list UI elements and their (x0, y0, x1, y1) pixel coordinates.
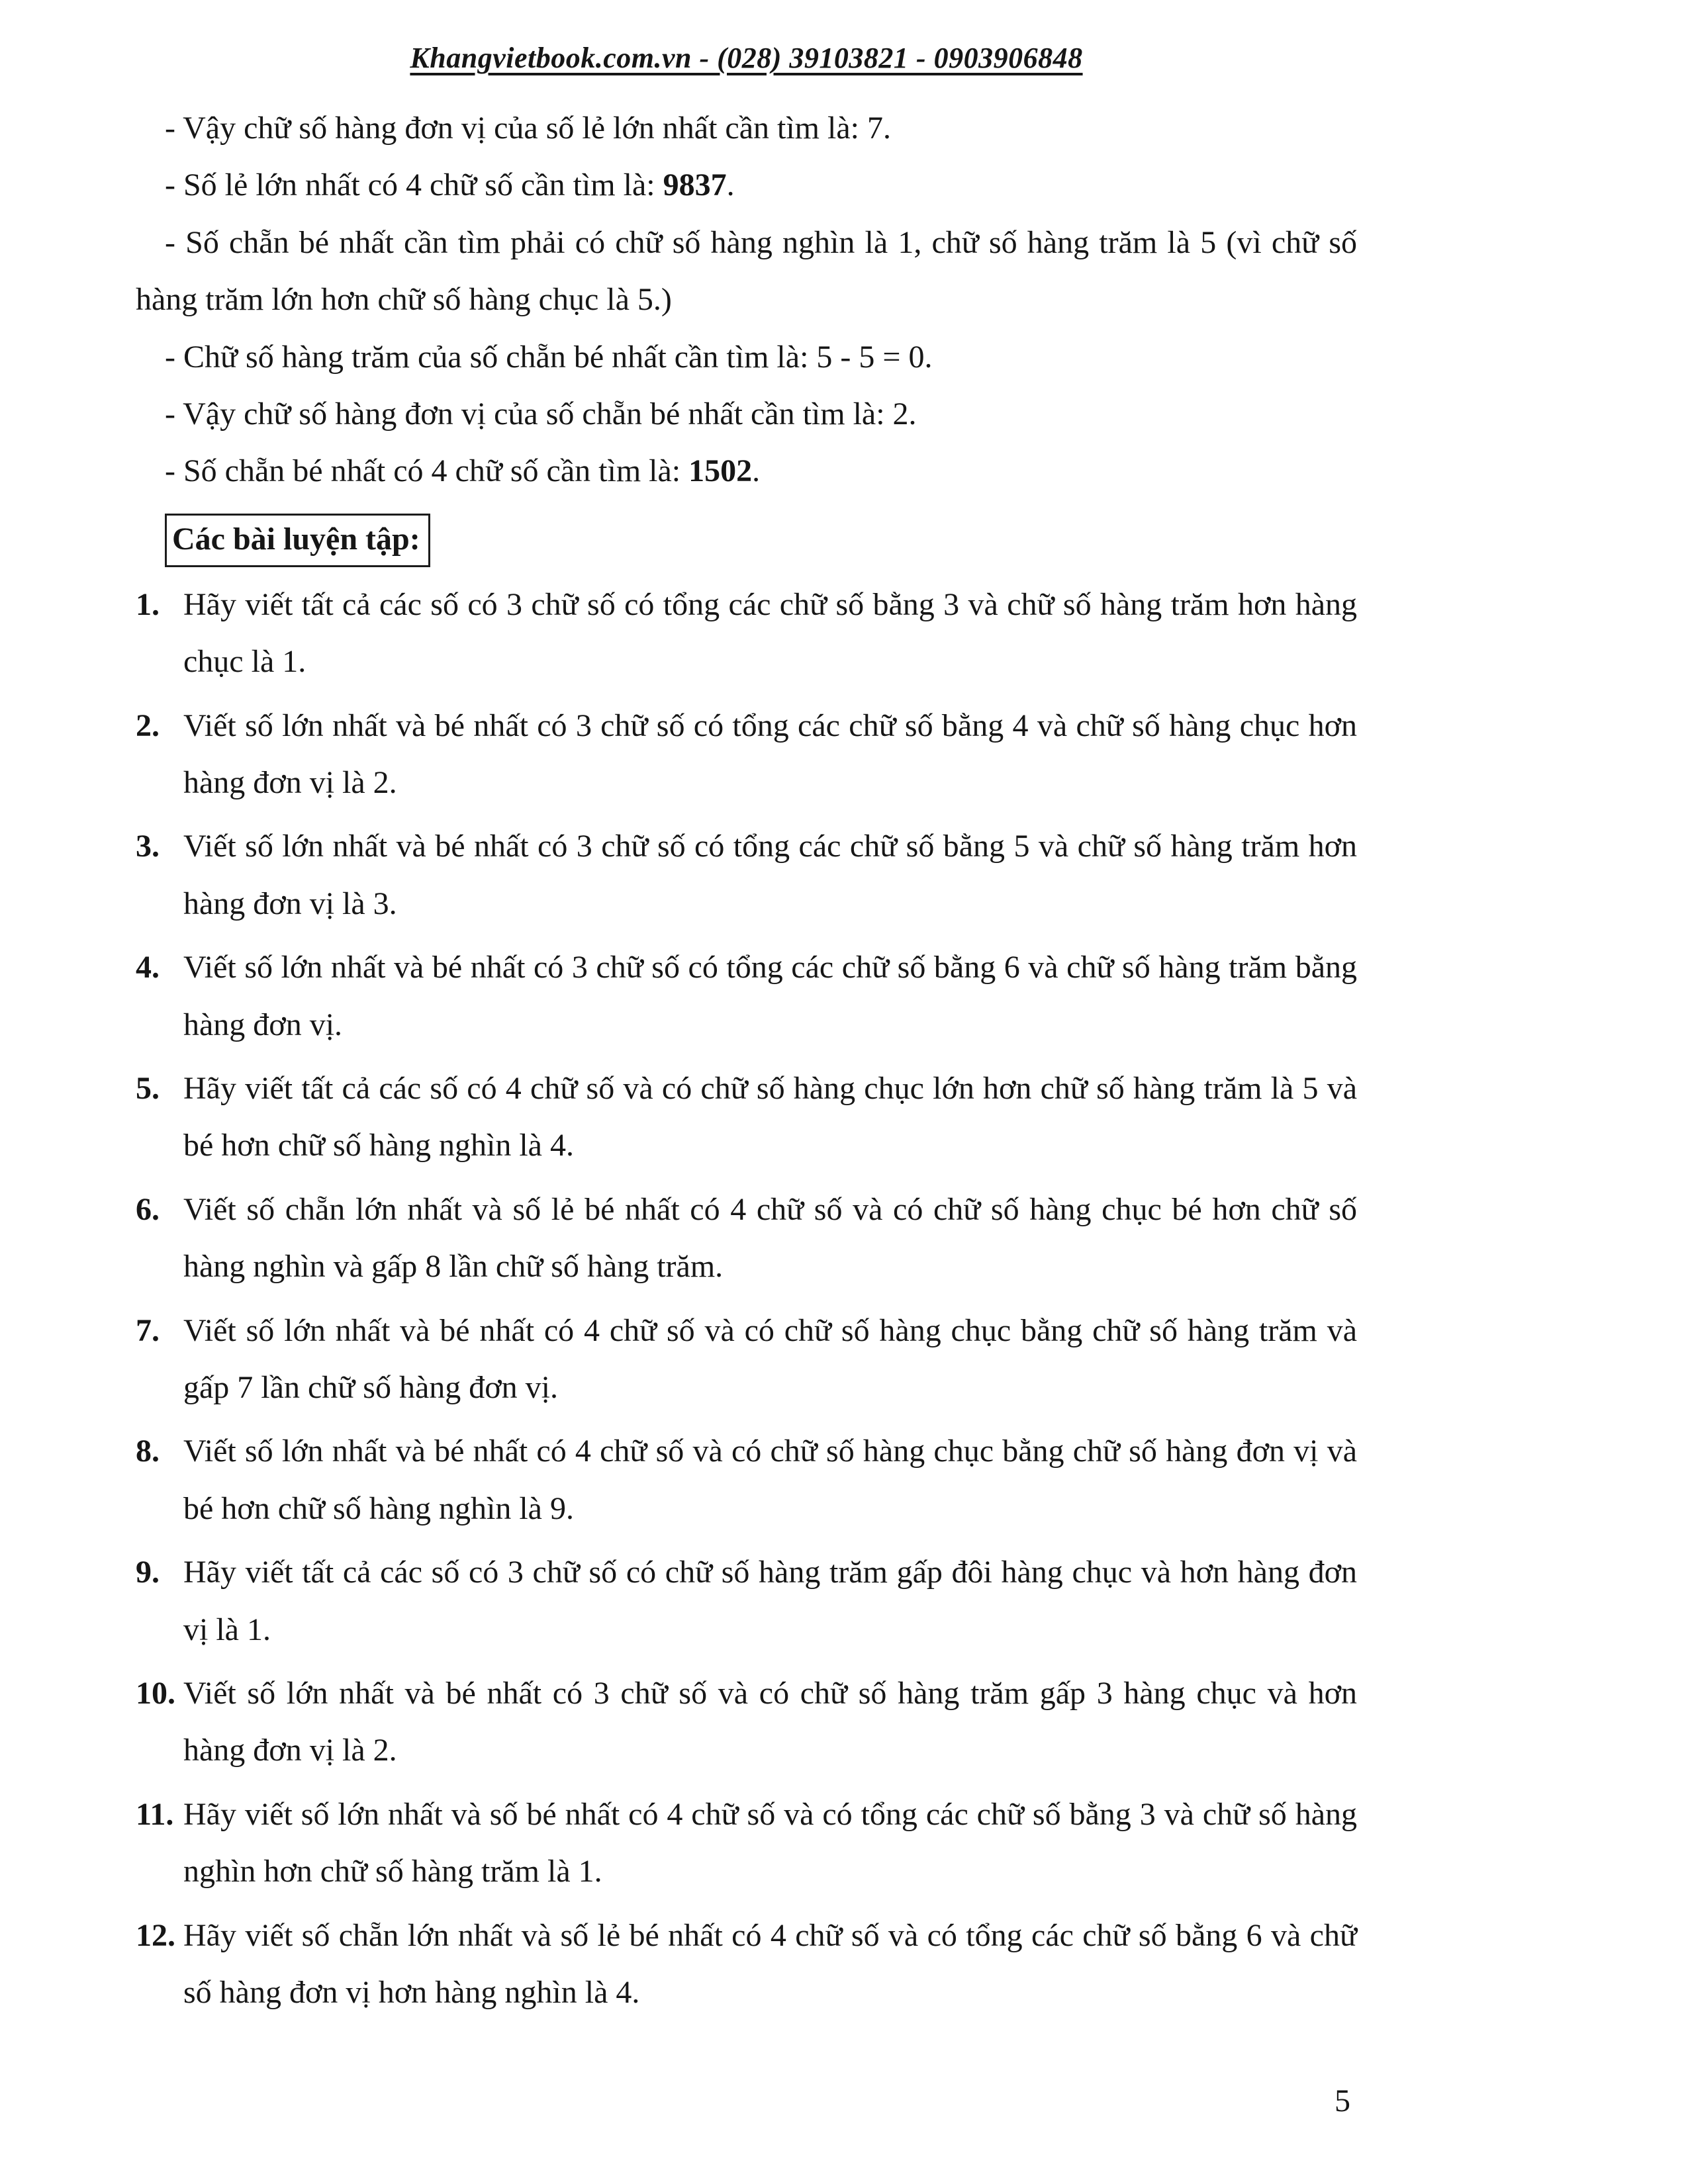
solution-text: - Số lẻ lớn nhất có 4 chữ số cần tìm là: (165, 167, 663, 203)
exercise-text: Hãy viết tất cả các số có 3 chữ số có tổng các chữ số bằng 3 và chữ số hàng trăm hơn hàng chục là 1. (183, 586, 1357, 680)
solution-line (136, 329, 1357, 386)
exercise-number: 6. (136, 1191, 160, 1227)
exercise-text: Hãy viết số chẵn lớn nhất và số lẻ bé nhất có 4 chữ số và có tổng các chữ số bằng 6 và chữ số hàng đơn vị hơn hàng nghìn là 4. (183, 1917, 1357, 2010)
solution-bold-number: 9837 (663, 167, 727, 203)
solution-text: - Vậy chữ số hàng đơn vị của số lẻ lớn nhất cần tìm là: 7. (165, 111, 891, 146)
section-heading-wrap (165, 514, 1357, 567)
exercise-number: 2. (136, 707, 160, 743)
solution-text: - Vậy chữ số hàng đơn vị của số chẵn bé nhất cần tìm là: 2. (165, 396, 917, 432)
exercise-item (136, 1423, 1357, 1537)
exercise-text: Viết số lớn nhất và bé nhất có 4 chữ số và có chữ số hàng chục bằng chữ số hàng trăm và gấp 7 lần chữ số hàng đơn vị. (183, 1312, 1357, 1405)
exercise-list (136, 576, 1357, 2021)
solution-suffix: . (752, 453, 761, 489)
section-heading: Các bài luyện tập: (165, 514, 430, 567)
solution-line (136, 214, 1357, 329)
exercise-text: Viết số lớn nhất và bé nhất có 3 chữ số và có chữ số hàng trăm gấp 3 hàng chục và hơn hàng đơn vị là 2. (183, 1675, 1357, 1768)
page-header (136, 41, 1357, 75)
exercise-number: 7. (136, 1312, 160, 1348)
exercise-number: 5. (136, 1071, 160, 1107)
exercise-number: 10. (136, 1675, 175, 1711)
exercise-number: 12. (136, 1917, 175, 1953)
exercise-item (136, 818, 1357, 933)
header-text: Khangvietbook.com.vn - (028) 39103821 - 0903906848 (410, 42, 1083, 74)
exercise-item (136, 1786, 1357, 1901)
exercise-text: Hãy viết số lớn nhất và số bé nhất có 4 chữ số và có tổng các chữ số bằng 3 và chữ số hàng nghìn hơn chữ số hàng trăm là 1. (183, 1796, 1357, 1889)
exercise-number: 8. (136, 1433, 160, 1469)
exercise-text: Viết số lớn nhất và bé nhất có 4 chữ số và có chữ số hàng chục bằng chữ số hàng đơn vị và bé hơn chữ số hàng nghìn là 9. (183, 1433, 1357, 1526)
exercise-item (136, 1302, 1357, 1417)
exercise-item (136, 1665, 1357, 1780)
exercise-text: Hãy viết tất cả các số có 4 chữ số và có chữ số hàng chục lớn hơn chữ số hàng trăm là 5 và bé hơn chữ số hàng nghìn là 4. (183, 1071, 1357, 1163)
solution-text: - Số chẵn bé nhất cần tìm phải có chữ số hàng nghìn là 1, chữ số hàng trăm là 5 (vì chữ số hàng trăm lớn hơn chữ số hàng chục là 5.) (136, 224, 1357, 318)
solution-line (136, 100, 1357, 157)
solution-suffix: . (726, 167, 735, 203)
solution-line (136, 386, 1357, 443)
exercise-item (136, 576, 1357, 691)
exercise-item (136, 1181, 1357, 1296)
exercise-item (136, 698, 1357, 812)
exercise-number: 3. (136, 829, 160, 864)
solution-block (136, 100, 1357, 500)
solution-text: - Số chẵn bé nhất có 4 chữ số cần tìm là: (165, 453, 689, 489)
exercise-number: 11. (136, 1796, 174, 1832)
exercise-item (136, 1544, 1357, 1659)
exercise-item (136, 1060, 1357, 1175)
exercise-item (136, 939, 1357, 1054)
exercise-text: Hãy viết tất cả các số có 3 chữ số có chữ số hàng trăm gấp đôi hàng chục và hơn hàng đơn vị là 1. (183, 1555, 1357, 1647)
solution-line (136, 443, 1357, 500)
exercise-number: 4. (136, 950, 160, 985)
exercise-text: Viết số lớn nhất và bé nhất có 3 chữ số có tổng các chữ số bằng 6 và chữ số hàng trăm bằng hàng đơn vị. (183, 950, 1357, 1042)
solution-text: - Chữ số hàng trăm của số chẵn bé nhất cần tìm là: 5 - 5 = 0. (165, 339, 933, 375)
solution-line (136, 157, 1357, 214)
solution-bold-number: 1502 (688, 453, 753, 489)
exercise-item (136, 1907, 1357, 2022)
exercise-text: Viết số lớn nhất và bé nhất có 3 chữ số có tổng các chữ số bằng 4 và chữ số hàng chục hơn hàng đơn vị là 2. (183, 707, 1357, 801)
exercise-number: 9. (136, 1555, 160, 1590)
exercise-text: Viết số chẵn lớn nhất và số lẻ bé nhất có 4 chữ số và có chữ số hàng chục bé hơn chữ số hàng nghìn và gấp 8 lần chữ số hàng trăm. (183, 1191, 1357, 1285)
exercise-number: 1. (136, 586, 160, 622)
exercise-text: Viết số lớn nhất và bé nhất có 3 chữ số có tổng các chữ số bằng 5 và chữ số hàng trăm hơn hàng đơn vị là 3. (183, 829, 1357, 921)
page-number: 5 (1335, 2083, 1350, 2118)
